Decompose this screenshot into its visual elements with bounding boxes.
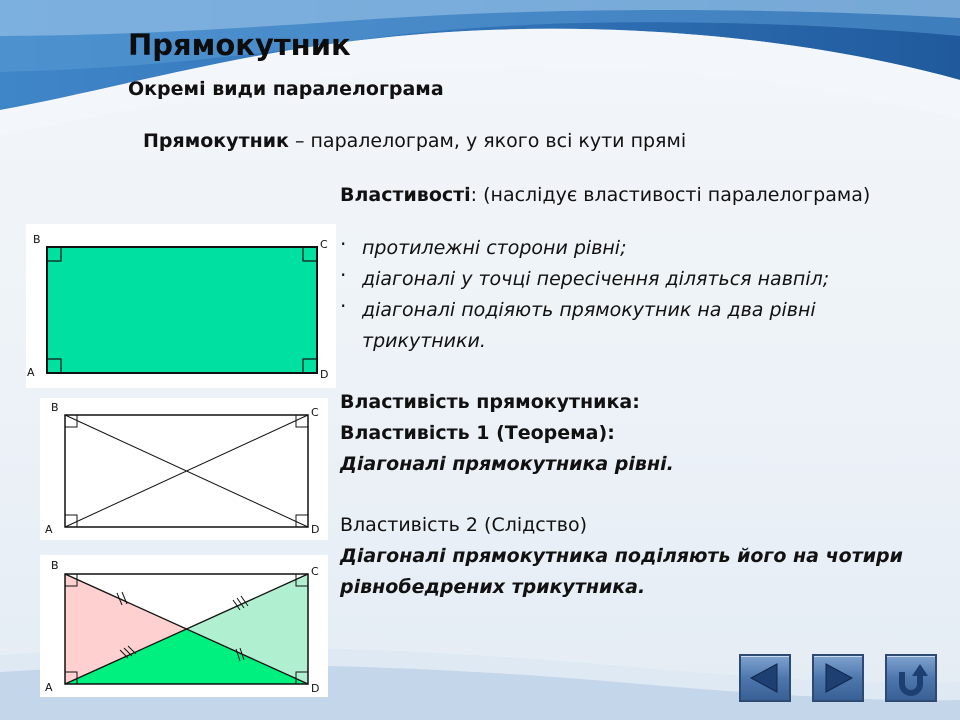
vertex-label-c: C <box>320 238 328 251</box>
definition-term: Прямокутник <box>143 130 289 152</box>
figure-rectangle-filled <box>26 224 336 388</box>
next-slide-button[interactable] <box>812 654 864 702</box>
properties-block <box>340 180 940 603</box>
vertex-label-d: D <box>311 523 320 536</box>
property-1-title: Властивість 1 (Теорема): <box>340 422 615 444</box>
rect-property-heading: Властивість прямокутника: <box>340 391 640 413</box>
u-turn-icon <box>887 656 935 700</box>
vertex-label-a: A <box>45 681 53 694</box>
property-1-text: Діагоналі прямокутника рівні. <box>340 453 674 475</box>
property-2-text: Діагоналі прямокутника поділяють його на чотири рівнобедрених трикутника. <box>340 545 903 598</box>
vertex-label-c: C <box>311 406 319 419</box>
figure-rectangle-diagonals <box>40 398 328 540</box>
vertex-label-b: B <box>51 401 59 414</box>
vertex-label-b: B <box>33 233 41 246</box>
properties-list <box>340 233 940 357</box>
triangle-right-icon <box>814 656 862 700</box>
property-2-title: Властивість 2 (Слідство) <box>340 514 588 536</box>
vertex-label-a: A <box>45 523 53 536</box>
property-item: · протилежні сторони рівні; <box>340 233 940 264</box>
properties-label: Властивості <box>340 184 471 206</box>
vertex-label-b: B <box>51 559 59 572</box>
previous-slide-button[interactable] <box>739 654 791 702</box>
definition <box>143 130 686 152</box>
rectangle-filled-diagram <box>26 224 336 388</box>
triangle-left-icon <box>741 656 789 700</box>
rectangle-shape <box>47 247 317 373</box>
vertex-label-a: A <box>27 366 35 379</box>
vertex-label-d: D <box>320 368 329 381</box>
figure-rectangle-triangles <box>40 555 328 697</box>
properties-note: : (наслідує властивості паралелограма) <box>470 184 871 206</box>
return-button[interactable] <box>885 654 937 702</box>
rectangle-triangles-diagram <box>40 555 328 697</box>
definition-text: – паралелограм, у якого всі кути прямі <box>288 130 687 152</box>
vertex-label-d: D <box>311 682 320 695</box>
vertex-label-c: C <box>311 565 319 578</box>
rectangle-diagonals-diagram <box>40 398 328 540</box>
property-item: · діагоналі у точці пересічення діляться навпіл; <box>340 264 940 295</box>
property-item: · діагоналі подіяють прямокутник на два рівні трикутники. <box>340 295 940 357</box>
page-subtitle: Окремі види паралелограма <box>128 78 444 100</box>
page-title: Прямокутник <box>128 28 351 62</box>
properties-line <box>340 180 940 211</box>
